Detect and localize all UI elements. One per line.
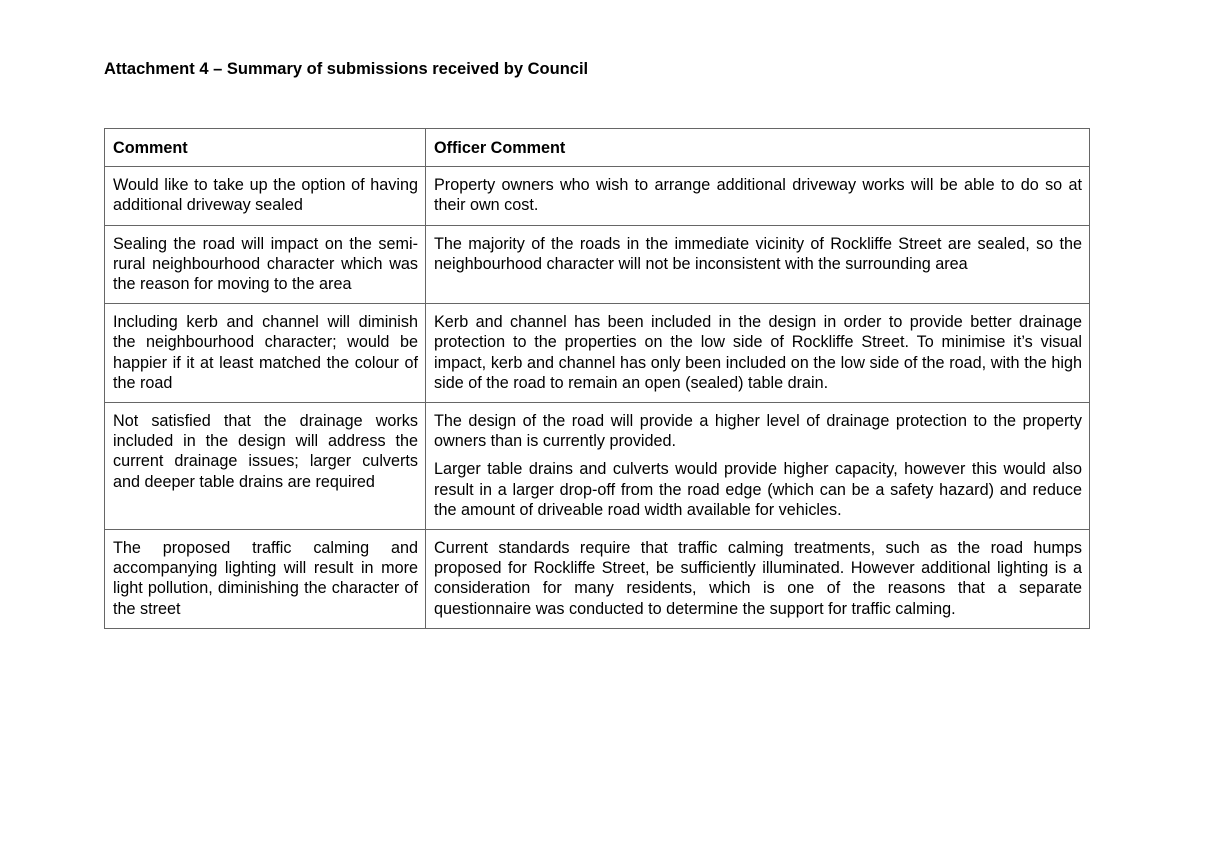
table-row	[105, 304, 1090, 403]
comment-cell	[105, 167, 426, 225]
officer-comment-text: Kerb and channel has been included in the design in order to provide better drainage protection to the properties on the low side of Rockliffe Street. To minimise it’s visual impact, kerb and channel has only been included on the low side of the road, with the high side of the road to remain an open (sealed) table drain.	[434, 313, 1082, 392]
officer-comment-cell	[426, 530, 1090, 629]
table-row	[105, 167, 1090, 225]
officer-comment-text: Larger table drains and culverts would provide higher capacity, however this would also result in a larger drop-off from the road edge (which can be a safety hazard) and reduce the amount of driveable road width available for vehicles.	[434, 460, 1082, 519]
submissions-table	[104, 128, 1090, 629]
comment-text: The proposed traffic calming and accompanying lighting will result in more light pollution, diminishing the character of the street	[113, 539, 418, 618]
officer-comment-text: Property owners who wish to arrange additional driveway works will be able to do so at their own cost.	[434, 176, 1082, 215]
comment-cell	[105, 304, 426, 403]
officer-comment-text: The majority of the roads in the immediate vicinity of Rockliffe Street are sealed, so the neighbourhood character will not be inconsistent with the surrounding area	[434, 234, 1082, 273]
officer-comment-cell	[426, 304, 1090, 403]
page-title: Attachment 4 – Summary of submissions received by Council	[104, 60, 589, 78]
officer-comment-text: Current standards require that traffic calming treatments, such as the road humps proposed for Rockliffe Street, be sufficiently illuminated. However additional lighting is a consideration for many residents, which is one of the reasons that a separate questionnaire was conducted to determine the support for traffic calming.	[434, 539, 1082, 618]
comment-text: Including kerb and channel will diminish the neighbourhood character; would be happier if it at least matched the colour of the road	[113, 313, 418, 392]
table-row	[105, 403, 1090, 530]
comment-text: Sealing the road will impact on the semi-rural neighbourhood character which was the reason for moving to the area	[113, 234, 418, 294]
comment-text: Not satisfied that the drainage works included in the design will address the current drainage issues; larger culverts and deeper table drains are required	[113, 412, 418, 491]
table-row	[105, 225, 1090, 304]
officer-comment-cell	[426, 167, 1090, 225]
officer-comment-cell	[426, 403, 1090, 530]
table-row	[105, 530, 1090, 629]
officer-comment-cell	[426, 225, 1090, 304]
comment-cell	[105, 225, 426, 304]
table-header-row	[105, 129, 1090, 167]
column-header-officer-comment: Officer Comment	[426, 129, 1090, 167]
column-header-comment: Comment	[105, 129, 426, 167]
officer-comment-text: The design of the road will provide a higher level of drainage protection to the property owners than is currently provided.	[434, 412, 1082, 451]
comment-text: Would like to take up the option of having additional driveway sealed	[113, 176, 418, 215]
comment-cell	[105, 403, 426, 530]
comment-cell	[105, 530, 426, 629]
